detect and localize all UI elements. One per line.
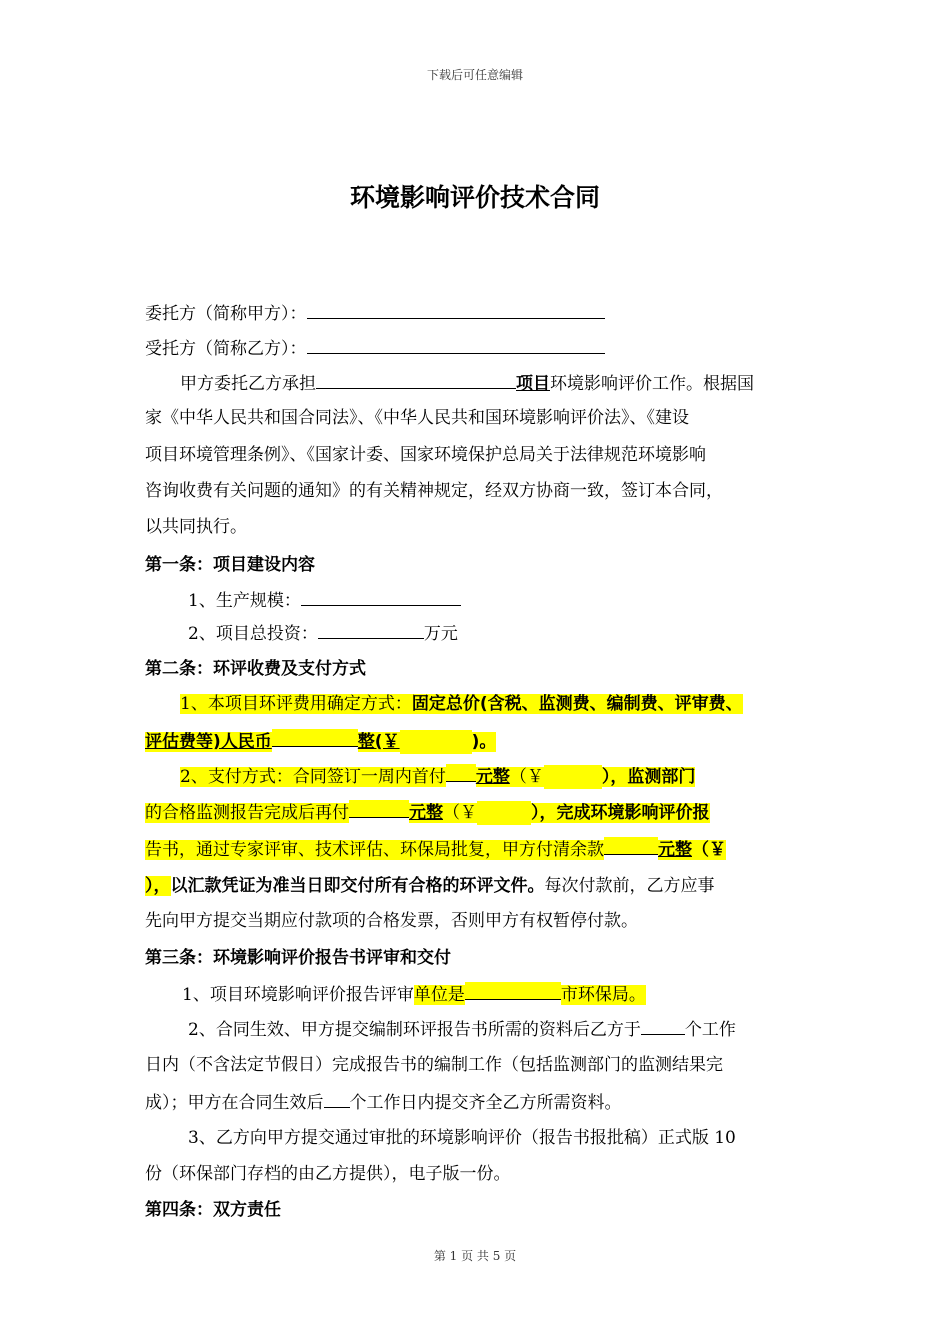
investment-unit: 万元: [423, 624, 458, 644]
materials-days-blank: [324, 1090, 350, 1108]
second-payment-blank: [349, 800, 409, 818]
art2-p1-line-2: [145, 729, 496, 754]
art2-p2-line-2: [145, 800, 710, 825]
article-1-title: 第一条：项目建设内容: [145, 555, 315, 575]
art3-p2-line-1: [188, 1017, 736, 1042]
article-4-title: 第四条：双方责任: [145, 1200, 281, 1220]
intro-project-word: 项目: [516, 374, 550, 394]
scale-blank: [301, 588, 461, 606]
contract-title: 环境影响评价技术合同: [349, 183, 600, 212]
materials-text-end: 个工作日内提交齐全乙方所需资料。: [349, 1093, 622, 1113]
party-a-line: [145, 301, 605, 326]
invoice-text: 每次付款前，乙方应事: [544, 876, 715, 896]
art2-p1-line-1: [180, 692, 743, 716]
final-payment-text: 告书，通过专家评审、技术评估、环保局批复，甲方付清余款: [145, 840, 604, 860]
fee-yuan-space: [400, 730, 472, 754]
art1-item-2-label: 2、项目总投资：: [188, 624, 318, 644]
second-payment-space: [477, 801, 531, 825]
fee-method-label: 1、本项目环评费用确定方式：: [180, 694, 412, 714]
review-unit-label: 单位是: [413, 985, 465, 1005]
final-payment-blank: [604, 837, 658, 855]
art1-item-1: [188, 588, 461, 613]
fee-method-value: 固定总价(含税、监测费、编制费、评审费、: [411, 694, 743, 714]
fee-rmb-blank: [272, 729, 358, 747]
art3-p2-line-2: 日内（不含法定节假日）完成报告书的编制工作（包括监测部门的监测结果完: [145, 1055, 723, 1075]
first-payment-unit: 元整: [475, 767, 510, 787]
payment-method-text: 2、支付方式：合同签订一周内首付: [180, 767, 446, 787]
party-a-label: 委托方（简称甲方）：: [145, 304, 307, 324]
workdays-unit: 个工作: [684, 1020, 736, 1040]
article-2-title: 第二条：环评收费及支付方式: [145, 659, 366, 679]
intro-line-5: 以共同执行。: [145, 517, 247, 537]
materials-text: 成）；甲方在合同生效后: [145, 1093, 324, 1113]
art2-p2-line-1: [180, 764, 695, 789]
art1-item-1-label: 1、生产规模：: [188, 591, 301, 611]
party-b-label: 受托方（简称乙方）：: [145, 339, 307, 359]
review-text: 1、项目环境影响评价报告评审: [182, 985, 414, 1005]
deadline-text: 2、合同生效、甲方提交编制环评报告书所需的资料后乙方于: [188, 1020, 641, 1040]
delivery-condition: 以汇款凭证为准当日即交付所有合格的环评文件。: [170, 876, 545, 896]
second-payment-close: ），完成环境影响评价报: [531, 803, 710, 823]
fee-rmb-label: 评估费等)人民币: [145, 732, 272, 752]
first-payment-blank: [446, 764, 476, 782]
fee-close: )。: [471, 732, 497, 752]
intro-line-2: 家《中华人民共和国合同法》、《中华人民共和国环境影响评价法》、《建设: [145, 408, 689, 428]
party-b-line: [145, 336, 605, 361]
intro-line-3: 项目环境管理条例》、《国家计委、国家环境保护总局关于法律规范环境影响: [145, 445, 706, 465]
final-payment-unit: 元整: [658, 840, 692, 860]
art2-p2-line-4: [145, 874, 715, 898]
second-payment-yuan: （￥: [443, 803, 477, 823]
review-bureau: 市环保局。: [560, 985, 646, 1005]
second-payment-unit: 元整: [409, 803, 443, 823]
party-b-blank: [307, 336, 605, 354]
intro-line-4: 咨询收费有关问题的通知》的有关精神规定，经双方协商一致，签订本合同，: [145, 481, 723, 501]
party-a-blank: [307, 301, 605, 319]
final-payment-yuan: （￥: [692, 840, 726, 860]
review-city-blank: [465, 982, 561, 1000]
investment-blank: [318, 621, 424, 639]
first-payment-space: [544, 765, 602, 789]
workdays-blank: [641, 1017, 685, 1035]
art1-item-2: [188, 621, 458, 646]
art2-p2-line-3: [145, 837, 726, 862]
intro-text: 环境影响评价工作。根据国: [550, 374, 754, 394]
first-payment-close: ），监测部门: [601, 767, 696, 787]
art3-p3-line-1: 3、乙方向甲方提交通过审批的环境影响评价（报告书报批稿）正式版 10: [188, 1128, 736, 1148]
fee-yuan-text: 整(￥: [357, 732, 400, 752]
project-name-blank: [316, 371, 516, 389]
intro-text: 甲方委托乙方承担: [180, 374, 316, 394]
page-header: 下载后可任意编辑: [426, 68, 523, 82]
article-3-title: 第三条：环境影响评价报告书评审和交付: [145, 948, 451, 968]
art3-p3-line-2: 份（环保部门存档的由乙方提供），电子版一份。: [145, 1164, 511, 1184]
art2-p2-line-5: 先向甲方提交当期应付款项的合格发票，否则甲方有权暂停付款。: [145, 911, 638, 931]
page-footer: 第 1 页 共 5 页: [433, 1249, 517, 1263]
intro-line-1: [180, 371, 754, 396]
art3-p2-line-3: [145, 1090, 622, 1115]
second-payment-text: 的合格监测报告完成后再付: [145, 803, 349, 823]
final-payment-close: ），: [145, 876, 171, 896]
first-payment-yuan: （￥: [509, 767, 544, 787]
art3-p1: [182, 982, 646, 1007]
